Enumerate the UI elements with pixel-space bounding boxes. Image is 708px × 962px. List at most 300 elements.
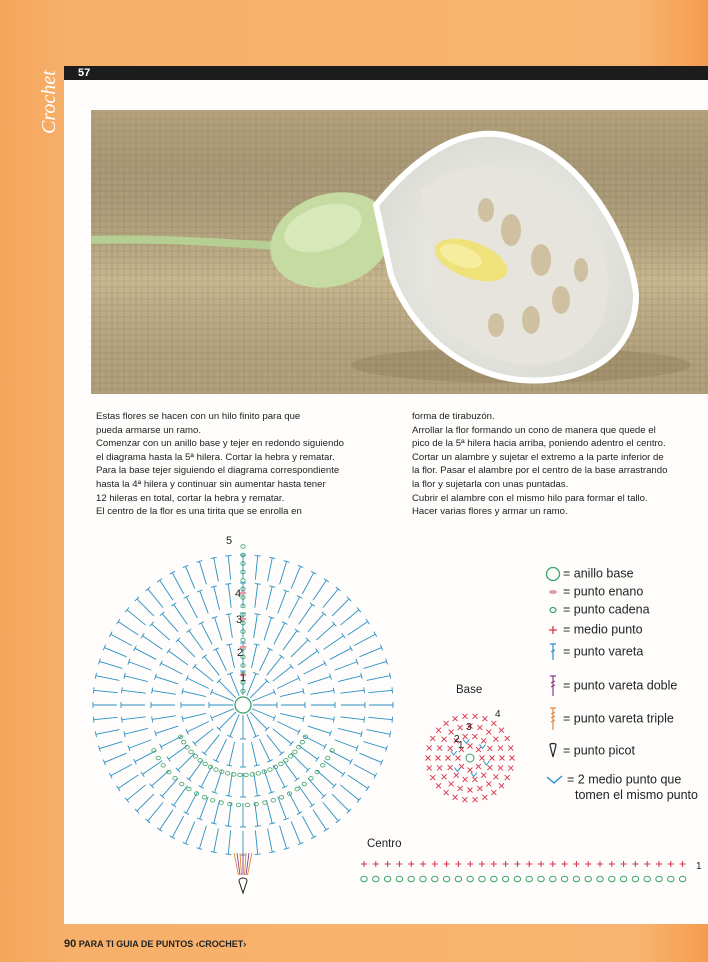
increase-mark — [463, 739, 469, 743]
stitch-mark — [96, 676, 120, 681]
single-crochet-mark — [430, 736, 435, 741]
chain-mark — [632, 876, 638, 882]
stitch-mark — [178, 753, 195, 770]
single-crochet-mark — [453, 716, 458, 721]
chain-mark — [538, 876, 544, 882]
stitch-mark — [169, 651, 188, 665]
stitch-top-mark — [310, 804, 315, 807]
stitch-top-mark — [193, 664, 197, 669]
stitch-top-mark — [152, 716, 153, 722]
chain-mark — [236, 803, 240, 807]
stitch-top-mark — [254, 795, 260, 796]
stitch-top-mark — [109, 773, 112, 778]
stitch-top-mark — [93, 687, 94, 693]
chain-mark — [656, 876, 662, 882]
stitch-top-mark — [350, 759, 353, 764]
stitch-mark — [267, 735, 282, 754]
single-crochet-mark — [514, 861, 520, 867]
stitch-top-mark — [93, 717, 94, 723]
round-label-5: 5 — [226, 535, 233, 547]
stitch-mark — [364, 661, 387, 668]
legend-item — [545, 772, 681, 788]
chain-mark — [443, 876, 449, 882]
chain-mark — [679, 876, 685, 882]
stitch-top-mark — [342, 633, 345, 638]
stitch-mark — [252, 709, 274, 718]
chain-mark — [585, 876, 591, 882]
stitch-mark — [313, 810, 326, 830]
round-label-2: 2 — [237, 647, 244, 659]
stitch-mark — [255, 584, 258, 608]
stitch-top-mark — [202, 655, 207, 659]
single-crochet-mark — [562, 861, 568, 867]
stitch-mark — [214, 558, 219, 582]
stitch-top-mark — [316, 648, 320, 653]
stitch-mark — [129, 740, 151, 749]
instructions-right — [412, 410, 704, 519]
legend-label: = medio punto — [563, 622, 643, 637]
single-crochet-mark — [396, 861, 402, 867]
single-crochet-mark — [585, 861, 591, 867]
stitch-mark — [94, 690, 118, 692]
chain-mark — [373, 876, 379, 882]
chain-mark — [573, 876, 579, 882]
stitch-mark — [280, 561, 287, 584]
single-crochet-mark — [477, 786, 482, 791]
stitch-top-mark — [366, 786, 369, 791]
stitch-mark — [298, 651, 317, 665]
stitch-mark — [122, 717, 146, 720]
text-line: la flor y sujetarla con unas puntadas. — [412, 478, 569, 490]
stitch-mark — [195, 666, 214, 681]
single-crochet-mark — [472, 734, 477, 739]
chain-mark — [597, 876, 603, 882]
single-crochet-icon — [545, 622, 563, 638]
single-crochet-mark — [508, 766, 513, 771]
single-crochet-mark — [486, 781, 491, 786]
stitch-top-mark — [316, 757, 320, 762]
stitch-top-mark — [390, 673, 391, 679]
stitch-mark — [367, 730, 391, 735]
stitch-top-mark — [117, 786, 120, 791]
stitch-mark — [186, 821, 195, 843]
stitch-mark — [137, 794, 154, 811]
stitch-top-mark — [342, 772, 345, 777]
single-crochet-mark — [490, 756, 495, 761]
stitch-mark — [172, 573, 183, 594]
single-crochet-mark — [505, 775, 510, 780]
footer-page-number: 90 — [64, 938, 77, 950]
stitch-top-mark — [290, 741, 294, 746]
single-crochet-mark — [453, 795, 458, 800]
stitch-top-mark — [141, 772, 144, 777]
stitch-mark — [338, 676, 361, 682]
stitch-mark — [278, 797, 287, 819]
single-crochet-mark — [477, 725, 482, 730]
stitch-mark — [229, 645, 234, 668]
single-crochet-mark — [446, 756, 451, 761]
stitch-top-mark — [350, 646, 353, 651]
single-crochet-mark — [481, 738, 486, 743]
chain-mark — [244, 773, 248, 777]
stitch-top-mark — [290, 664, 294, 669]
triple-treble-icon — [545, 706, 563, 732]
stitch-mark — [255, 830, 257, 854]
stitch-mark — [354, 764, 375, 775]
single-crochet-mark — [481, 773, 486, 778]
stitch-mark — [340, 690, 364, 693]
single-crochet-mark — [458, 786, 463, 791]
chain-mark — [467, 876, 473, 882]
stitch-mark — [99, 661, 122, 668]
stitch-top-mark — [109, 632, 112, 637]
single-crochet-mark — [493, 737, 498, 742]
stitch-mark — [127, 610, 146, 625]
stitch-mark — [183, 691, 206, 696]
single-crochet-mark — [427, 745, 432, 750]
chain-mark — [293, 750, 297, 754]
chain-mark — [295, 787, 299, 791]
stitch-top-mark — [226, 614, 232, 615]
text-line: Estas flores se hacen con un hilo finito para que — [96, 411, 301, 422]
stitch-top-mark — [364, 687, 365, 693]
stitch-mark — [214, 800, 220, 823]
stitch-mark — [160, 580, 173, 600]
text-line: 12 hileras en total, cortar la hebra y rematar. — [96, 492, 285, 504]
chain-mark — [420, 876, 426, 882]
chain-mark — [241, 638, 245, 642]
stitch-mark — [187, 678, 209, 688]
stitch-mark — [111, 634, 132, 645]
stitch-top-mark — [269, 852, 275, 853]
treble-crochet-icon — [545, 674, 563, 698]
stitch-mark — [125, 728, 148, 734]
stitch-top-mark — [186, 629, 191, 633]
stitch-top-mark — [255, 555, 261, 556]
base-round-label-2: 2 — [454, 734, 460, 745]
text-line: El centro de la flor es una tirita que se enrolla en — [96, 506, 302, 518]
picot-icon — [545, 742, 563, 760]
single-crochet-mark — [468, 788, 473, 793]
chain-mark — [455, 876, 461, 882]
stitch-top-mark — [297, 596, 302, 599]
stitch-mark — [291, 566, 300, 588]
tall-stitch-mark — [240, 853, 242, 875]
single-crochet-mark — [508, 745, 513, 750]
chain-mark — [214, 768, 218, 772]
single-crochet-mark — [503, 861, 509, 867]
double-crochet-icon — [545, 642, 563, 662]
stitch-mark — [160, 810, 173, 830]
stitch-mark — [267, 657, 282, 676]
stitch-mark — [299, 605, 313, 625]
stitch-top-mark — [211, 557, 217, 558]
stitch-mark — [214, 829, 219, 853]
single-crochet-mark — [448, 765, 453, 770]
stitch-mark — [283, 631, 297, 650]
increase-mark — [483, 761, 489, 765]
single-crochet-mark — [442, 737, 447, 742]
stitch-mark — [268, 558, 273, 582]
single-crochet-mark — [538, 861, 544, 867]
chain-mark — [361, 876, 367, 882]
chain-mark — [396, 876, 402, 882]
stitch-mark — [161, 663, 182, 674]
text-line: pico de la 5ª hilera hacia arriba, poniendo adentro el centro. — [412, 438, 666, 450]
single-crochet-mark — [473, 797, 478, 802]
single-crochet-mark — [455, 861, 461, 867]
chain-mark — [271, 798, 275, 802]
stitch-mark — [127, 785, 146, 800]
stitch-mark — [335, 740, 357, 749]
stitch-top-mark — [374, 773, 377, 778]
stitch-mark — [332, 794, 349, 811]
chain-mark — [526, 876, 532, 882]
legend-label: = punto vareta — [563, 644, 644, 659]
stitch-mark — [316, 624, 334, 640]
text-line: Arrollar la flor formando un cono de manera que quede el — [412, 424, 656, 436]
single-crochet-mark — [442, 774, 447, 779]
single-crochet-mark — [621, 861, 627, 867]
chain-mark — [491, 876, 497, 882]
top-bar — [64, 66, 708, 80]
chain-mark — [156, 756, 160, 760]
stitch-mark — [228, 584, 231, 608]
stitch-mark — [143, 761, 163, 775]
single-crochet-mark — [467, 861, 473, 867]
stitch-mark — [111, 764, 132, 775]
stitch-mark — [299, 786, 313, 806]
stitch-top-mark — [295, 778, 300, 782]
single-crochet-mark — [486, 730, 491, 735]
single-crochet-mark — [498, 746, 503, 751]
single-crochet-mark — [436, 728, 441, 733]
stitch-mark — [247, 714, 256, 736]
stitch-top-mark — [255, 854, 261, 855]
stitch-mark — [148, 589, 163, 608]
stitch-mark — [308, 677, 331, 684]
single-crochet-mark — [448, 746, 453, 751]
stitch-mark — [367, 676, 391, 681]
section-title-text: Crochet — [38, 70, 60, 134]
stitch-mark — [359, 648, 381, 657]
single-crochet-mark — [472, 777, 477, 782]
single-crochet-mark — [436, 756, 441, 761]
footer — [64, 938, 246, 950]
stitch-mark — [228, 830, 230, 854]
stitch-top-mark — [184, 596, 189, 599]
stitch-mark — [332, 599, 349, 616]
stitch-mark — [228, 556, 230, 580]
single-crochet-mark — [550, 861, 556, 867]
stitch-mark — [137, 599, 154, 616]
stitch-top-mark — [364, 717, 365, 723]
stitch-top-mark — [295, 629, 300, 633]
stitch-top-mark — [141, 633, 144, 638]
increase-mark — [451, 751, 457, 755]
stitch-top-mark — [225, 584, 231, 585]
stitch-mark — [156, 677, 179, 684]
stitch-mark — [368, 690, 392, 692]
stitch-mark — [230, 714, 239, 736]
stitch-top-mark — [211, 852, 217, 853]
stitch-mark — [304, 736, 325, 747]
stitch-mark — [259, 739, 269, 761]
stitch-mark — [187, 721, 209, 731]
single-crochet-mark — [385, 861, 391, 867]
legend-item — [545, 602, 650, 618]
stitch-top-mark — [117, 619, 120, 624]
stitch-mark — [308, 614, 324, 632]
stitch-mark — [348, 622, 368, 635]
stitch-mark — [338, 728, 361, 734]
chain-mark — [203, 762, 207, 766]
flower-stitch-diagram — [80, 535, 410, 905]
stitch-mark — [183, 713, 206, 718]
single-crochet-mark — [487, 765, 492, 770]
slip-stitch-icon — [545, 584, 563, 600]
chain-mark — [321, 763, 325, 767]
single-crochet-mark — [444, 861, 450, 867]
single-crochet-mark — [426, 756, 431, 761]
stitch-mark — [174, 786, 188, 806]
centro-end-label: 1 — [696, 861, 702, 872]
single-crochet-mark — [573, 861, 579, 867]
stitch-mark — [251, 742, 256, 765]
text-line: Hacer varias flores y armar un ramo. — [412, 506, 568, 518]
single-crochet-mark — [487, 746, 492, 751]
single-crochet-mark — [463, 734, 468, 739]
stitch-mark — [148, 802, 163, 821]
stitch-top-mark — [392, 717, 393, 723]
single-crochet-mark — [476, 764, 481, 769]
chain-mark — [284, 759, 288, 763]
tall-stitch-mark — [245, 853, 247, 875]
stitch-top-mark — [157, 828, 162, 831]
chain-mark — [432, 876, 438, 882]
stitch-mark — [340, 785, 359, 800]
stitch-mark — [199, 561, 206, 584]
chain-mark — [263, 801, 267, 805]
footer-text: PARA TI GUIA DE PUNTOS ‹CROCHET› — [78, 939, 247, 949]
stitch-mark — [104, 753, 126, 762]
stitch-mark — [189, 631, 203, 650]
increase-icon — [545, 772, 567, 788]
stitch-top-mark — [95, 673, 96, 679]
single-crochet-mark — [361, 861, 367, 867]
single-crochet-mark — [463, 777, 468, 782]
stitch-mark — [118, 622, 138, 635]
stitch-mark — [304, 663, 325, 674]
stitch-top-mark — [333, 716, 334, 722]
stitch-mark — [250, 712, 267, 729]
single-crochet-mark — [449, 781, 454, 786]
single-crochet-mark — [444, 790, 449, 795]
legend-item-continued — [575, 788, 698, 802]
single-crochet-mark — [458, 725, 463, 730]
single-crochet-mark — [430, 775, 435, 780]
stitch-mark — [266, 800, 272, 823]
single-crochet-mark — [680, 861, 686, 867]
stitch-mark — [215, 618, 222, 641]
stitch-mark — [195, 729, 214, 744]
stitch-top-mark — [366, 619, 369, 624]
chain-mark — [514, 876, 520, 882]
stitch-mark — [104, 648, 126, 657]
legend-label: = punto vareta triple — [563, 711, 674, 726]
single-crochet-mark — [462, 714, 467, 719]
stitch-mark — [283, 760, 297, 779]
stitch-mark — [259, 649, 269, 671]
legend-item — [545, 742, 635, 760]
stitch-mark — [291, 821, 300, 843]
stitch-mark — [277, 678, 299, 688]
stitch-mark — [212, 709, 234, 718]
flower-photo — [91, 110, 708, 394]
stitch-top-mark — [184, 812, 189, 815]
stitch-mark — [308, 778, 324, 796]
stitch-mark — [302, 816, 313, 837]
chain-mark — [245, 803, 249, 807]
stitch-top-mark — [202, 752, 207, 756]
legend-label: tomen el mismo punto — [575, 788, 698, 802]
chain-mark — [256, 772, 260, 776]
single-crochet-mark — [491, 790, 496, 795]
stitch-mark — [302, 573, 313, 594]
chain-mark — [302, 782, 306, 786]
chain-mark — [268, 768, 272, 772]
single-crochet-mark — [668, 861, 674, 867]
chain-mark — [226, 772, 230, 776]
stitch-mark — [310, 691, 334, 695]
stitch-mark — [324, 761, 344, 775]
single-crochet-mark — [473, 714, 478, 719]
stitch-mark — [152, 691, 176, 695]
chain-mark — [210, 798, 214, 802]
single-crochet-mark — [444, 721, 449, 726]
single-crochet-mark — [432, 861, 438, 867]
chain-mark — [561, 876, 567, 882]
stitch-mark — [186, 566, 195, 588]
stitch-mark — [219, 681, 236, 698]
single-crochet-mark — [479, 861, 485, 867]
stitch-mark — [308, 726, 331, 733]
stitch-top-mark — [310, 603, 315, 606]
single-crochet-mark — [491, 721, 496, 726]
chain-mark — [238, 773, 242, 777]
single-crochet-mark — [480, 756, 485, 761]
chain-mark — [189, 750, 193, 754]
stitch-mark — [212, 692, 234, 701]
legend-item — [545, 584, 643, 600]
centro-title: Centro — [367, 838, 402, 850]
stitch-mark — [199, 826, 206, 849]
stitch-mark — [219, 712, 236, 729]
base-round-label-1: 1 — [458, 740, 464, 751]
stitch-mark — [278, 591, 287, 613]
single-crochet-mark — [510, 756, 515, 761]
legend-item — [545, 674, 677, 698]
single-crochet-mark — [449, 730, 454, 735]
stitch-mark — [323, 589, 338, 608]
chain-mark — [668, 876, 674, 882]
single-crochet-mark — [468, 744, 473, 749]
stitch-mark — [122, 690, 146, 693]
stitch-mark — [280, 826, 287, 849]
chain-mark — [326, 756, 330, 760]
stitch-mark — [94, 717, 118, 719]
stitch-mark — [174, 605, 188, 625]
